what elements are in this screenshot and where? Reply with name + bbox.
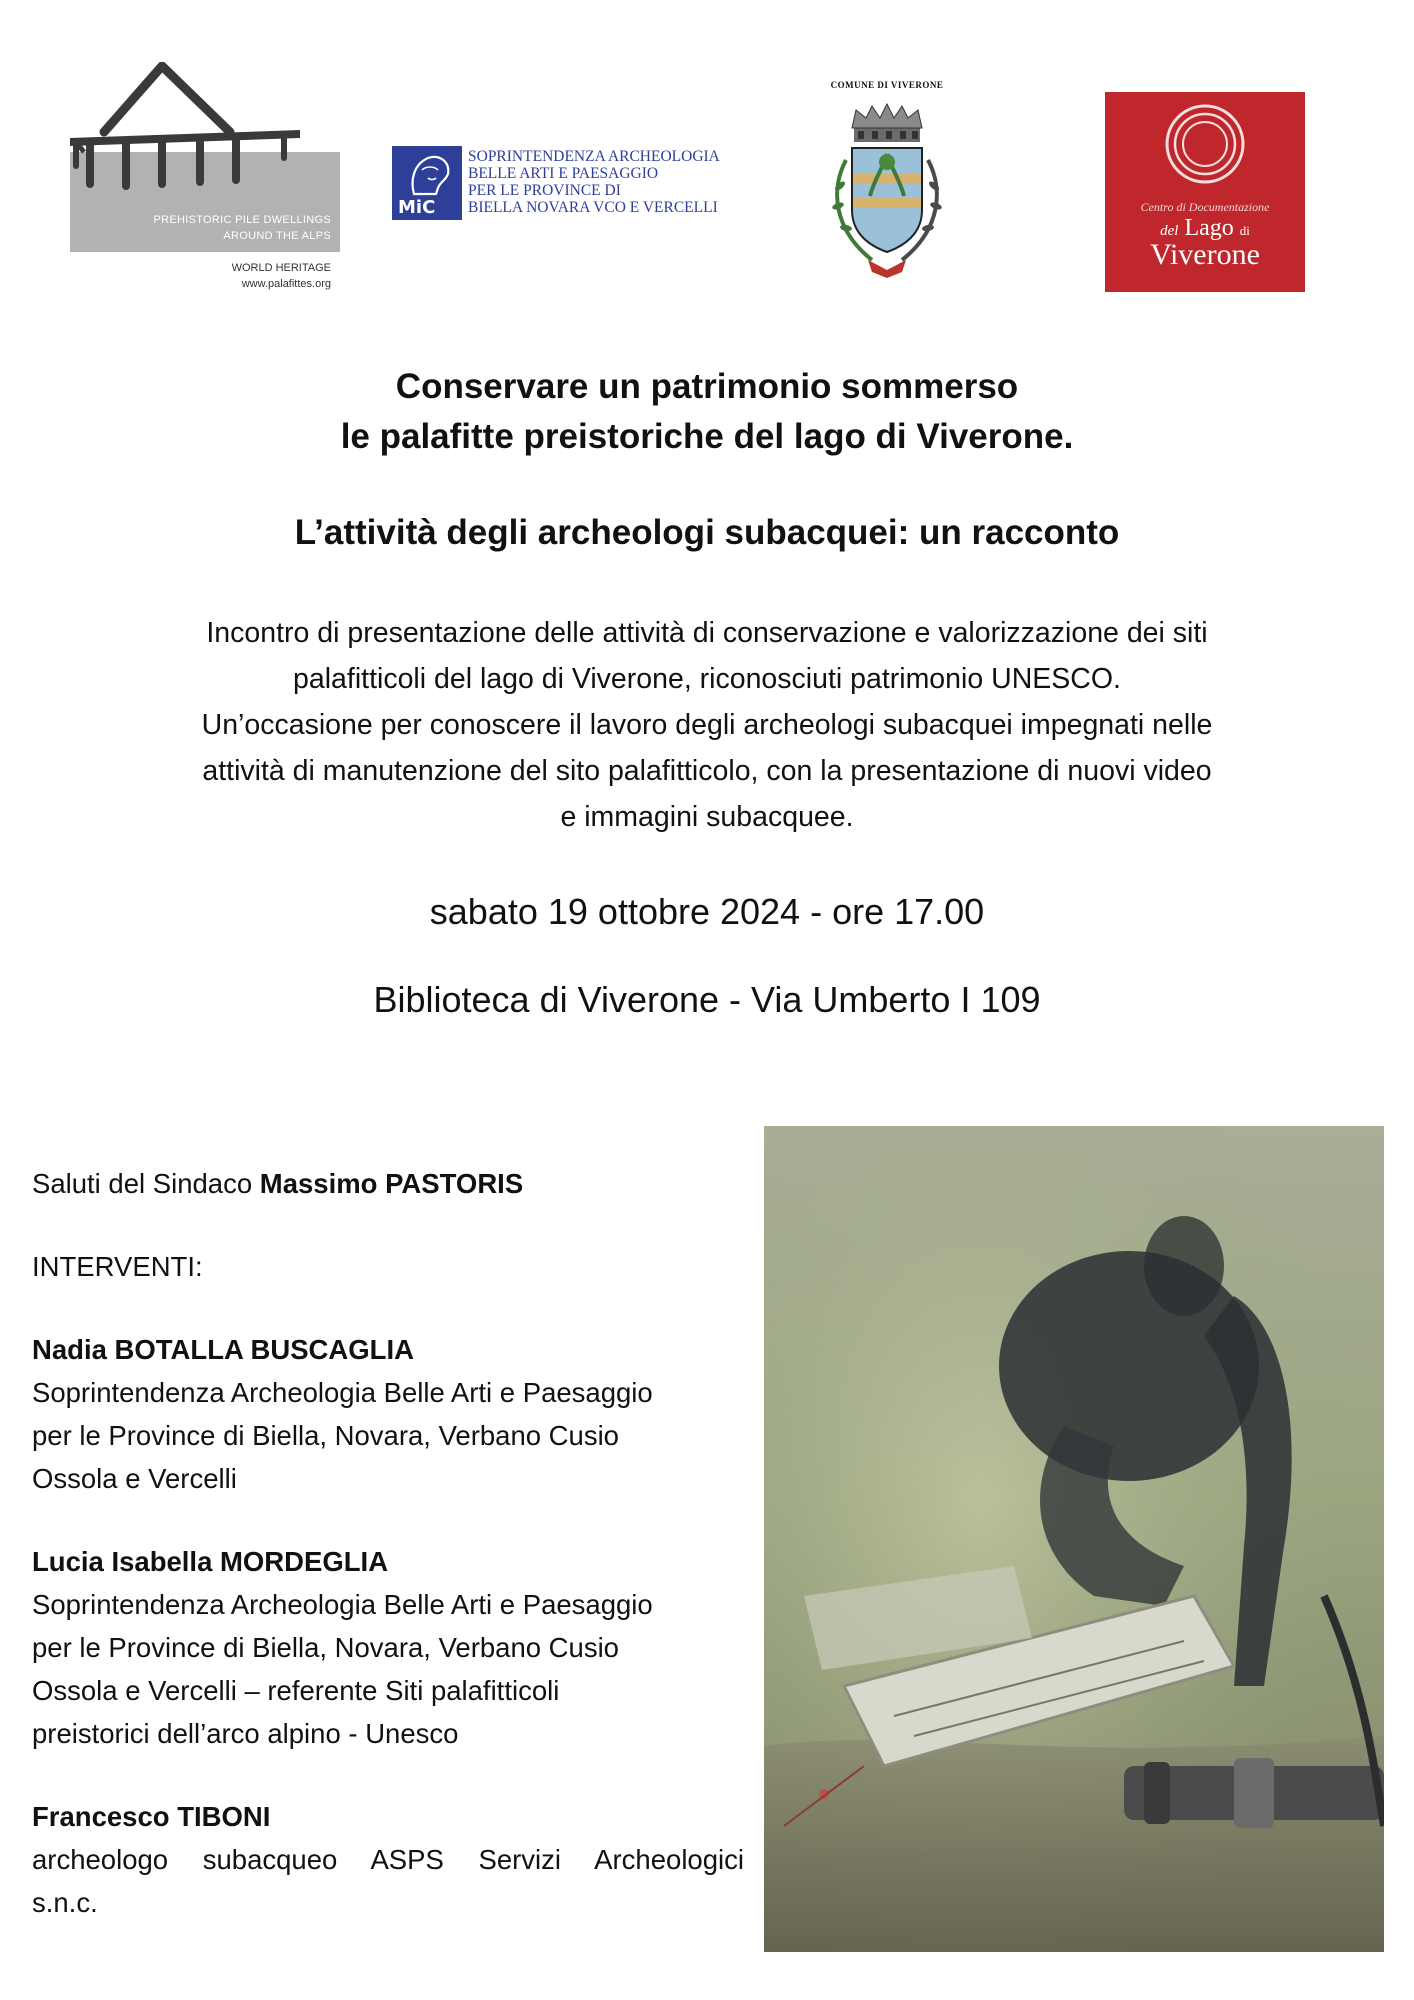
centro-line-1: Centro di Documentazione [1140,200,1270,214]
description-line-3: Un’occasione per conoscere il lavoro degli archeologi subacquei impegnati nelle [201,709,1213,741]
sop-line-3: PER LE PROVINCE DI [468,182,621,199]
title-line-1: Conservare un patrimonio sommerso [395,367,1019,406]
mic-label: MiC [398,197,436,218]
pile-dwelling-house-icon [70,62,300,202]
mayor-greeting [32,1162,744,1205]
palafittes-line-2: AROUND THE ALPS [223,230,331,242]
speaker-role-line: Ossola e Vercelli – referente Siti palafitticoli [32,1675,560,1706]
sop-line-4: BIELLA NOVARA VCO E VERCELLI [468,199,718,216]
centro-del: del [1160,223,1179,239]
underwater-scene-illustration [764,1126,1384,1952]
palafittes-world-heritage [232,260,331,292]
page-subtitle: L’attività degli archeologi subacquei: un racconto [294,513,1120,552]
soprintendenza-text [468,148,720,216]
sop-line-2: BELLE ARTI E PAESAGGIO [468,165,659,182]
speaker-role-line: preistorici dell’arco alpino - Unesco [32,1718,459,1749]
speaker-role-line: per le Province di Biella, Novara, Verbano Cusio [32,1420,619,1451]
palafittes-url: www.palafittes.org [241,278,331,290]
mayor-name: Massimo PASTORIS [259,1168,524,1199]
speaker-role-line: per le Province di Biella, Novara, Verbano Cusio [32,1632,619,1663]
interventi-label: INTERVENTI: [32,1251,203,1282]
concentric-rings-icon [1163,102,1247,186]
greeting-prefix: Saluti del Sindaco [32,1168,260,1199]
speaker-name: Francesco TIBONI [32,1801,271,1832]
palafittes-line-1: PREHISTORIC PILE DWELLINGS [153,214,331,226]
centro-di: di [1239,223,1250,238]
speaker-role-line: archeologo subacqueo ASPS Servizi Archeologici [32,1844,744,1875]
speaker-role-line: Soprintendenza Archeologia Belle Arti e Paesaggio [32,1589,653,1620]
speaker-name: Nadia BOTALLA BUSCAGLIA [32,1334,414,1365]
title-line-2: le palafitte preistoriche del lago di Viverone. [340,417,1074,456]
mic-head-icon [400,150,456,198]
event-description [100,610,1314,840]
program-column [32,1162,744,1924]
event-date: sabato 19 ottobre 2024 - ore 17.00 [429,891,985,932]
sop-line-1: SOPRINTENDENZA ARCHEOLOGIA [468,148,720,165]
palafittes-logo [70,62,345,302]
soprintendenza-logo [392,146,772,224]
comune-logo [812,76,962,286]
palafittes-band-text [153,212,331,244]
centro-lago: Lago [1184,215,1234,241]
underwater-diver-photo [764,1126,1384,1952]
page-title [0,362,1414,462]
centro-documentazione-logo [1105,92,1305,292]
coat-of-arms-icon [812,100,962,286]
description-line-5: e immagini subacquee. [560,801,854,833]
description-line-1: Incontro di presentazione delle attività di conservazione e valorizzazione dei siti [206,617,1208,649]
description-line-4: attività di manutenzione del sito palafitticolo, con la presentazione di nuovi video [202,755,1212,787]
centro-viverone: Viverone [1150,238,1260,271]
mic-logo-box [392,146,462,220]
event-venue: Biblioteca di Viverone - Via Umberto I 109 [373,979,1041,1020]
speaker-role-line: s.n.c. [32,1887,98,1918]
speaker-name: Lucia Isabella MORDEGLIA [32,1546,389,1577]
comune-title: COMUNE DI VIVERONE [830,80,944,90]
description-line-2: palafitticoli del lago di Viverone, riconosciuti patrimonio UNESCO. [293,663,1121,695]
world-heritage-label: WORLD HERITAGE [231,262,331,274]
speaker-role-line: Soprintendenza Archeologia Belle Arti e Paesaggio [32,1377,653,1408]
speaker-role-line: Ossola e Vercelli [32,1463,237,1494]
